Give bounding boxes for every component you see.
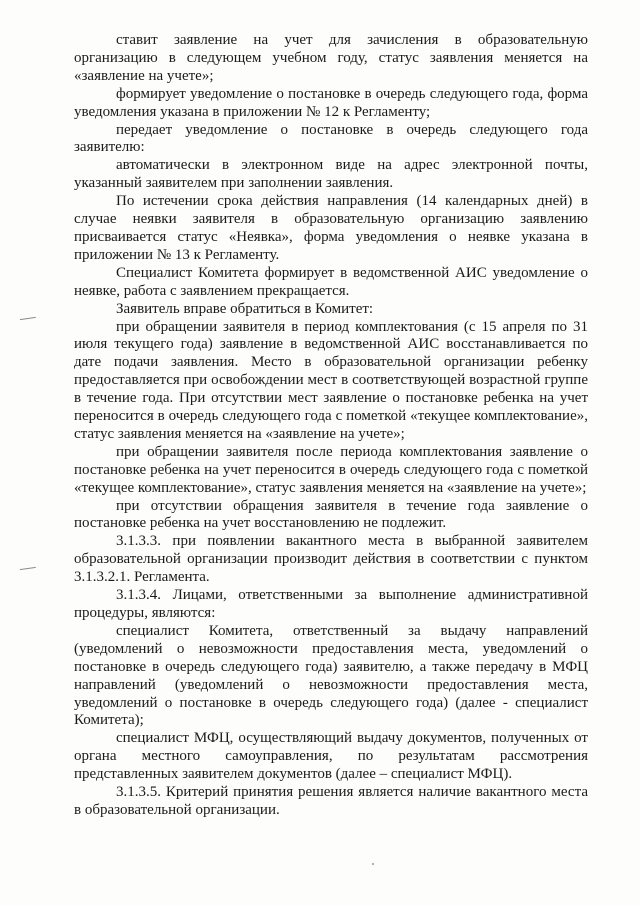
- paragraph: при отсутствии обращения заявителя в течение года заявление о постановке ребенка на учет восстановлению не подлежит.: [74, 497, 588, 532]
- paragraph: 3.1.3.3. при появлении вакантного места в выбранной заявителем образовательной организации производит действия в соответствии с пунктом 3.1.3.2.1. Регламента.: [74, 533, 588, 586]
- paragraph: передает уведомление о постановке в очередь следующего года заявителю:: [74, 121, 588, 156]
- paragraph: специалист Комитета, ответственный за выдачу направлений (уведомлений о невозможности предоставления места, уведомлений о постановке в очередь следующего года) заявителю, а также передачу в МФЦ направлений (уведомлений о невозможности предоставления места, уведомлений о постановке в очередь следующего года) (далее - специалист Комитета);: [74, 622, 588, 729]
- paragraph: автоматически в электронном виде на адрес электронной почты, указанный заявителем при заполнении заявления.: [74, 157, 588, 192]
- paragraph: специалист МФЦ, осуществляющий выдачу документов, полученных от органа местного самоуправления, по результатам рассмотрения представленных заявителем документов (далее – специалист МФЦ).: [74, 730, 588, 783]
- paragraph: при обращении заявителя после периода комплектования заявление о постановке ребенка на учет переносится в очередь следующего года с пометкой «текущее комплектование», статус заявления меняется на «заявление на учете»;: [74, 443, 588, 496]
- paragraph: По истечении срока действия направления (14 календарных дней) в случае неявки заявителя в образовательную организацию заявлению присваивается статус «Неявка», форма уведомления о неявке указана в приложении № 13 к Регламенту.: [74, 193, 588, 263]
- document-body: [74, 32, 588, 820]
- paragraph: 3.1.3.4. Лицами, ответственными за выполнение административной процедуры, являются:: [74, 587, 588, 621]
- paragraph: формирует уведомление о постановке в очередь следующего года, форма уведомления указана в приложении № 12 к Регламенту;: [74, 85, 588, 120]
- paragraph: ставит заявление на учет для зачисления в образовательную организацию в следующем учебном году, статус заявления меняется на «заявление на учете»;: [74, 32, 588, 84]
- paragraph: при обращении заявителя в период комплектования (с 15 апреля по 31 июля текущего года) заявление в ведомственной АИС восстанавливается по дате подачи заявления. Место в образовательной организации ребенку предоставляется при освобождении мест в соответствующей возрастной группе в течение года. При отсутствии мест заявление о постановке ребенка на учет переносится в очередь следующего года с пометкой «текущее комплектование», статус заявления меняется на «заявление на учете»;: [74, 318, 588, 442]
- paragraph: 3.1.3.5. Критерий принятия решения является наличие вакантного места в образовательной организации.: [74, 784, 588, 818]
- margin-mark: [20, 317, 36, 322]
- scan-speck: [372, 863, 374, 865]
- margin-mark: [20, 567, 36, 572]
- paragraph: Заявитель вправе обратиться в Комитет:: [116, 300, 374, 317]
- paragraph: Специалист Комитета формирует в ведомственной АИС уведомление о неявке, работа с заявлением прекращается.: [74, 264, 588, 299]
